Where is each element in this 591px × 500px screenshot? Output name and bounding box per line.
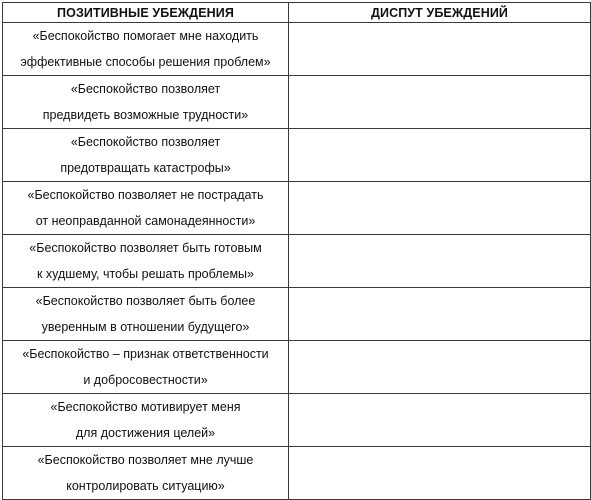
table-row xyxy=(3,235,591,288)
belief-cell xyxy=(3,129,289,182)
table-row xyxy=(3,129,591,182)
belief-text-line: «Беспокойство позволяет быть готовым xyxy=(29,241,262,255)
belief-text-line: «Беспокойство позволяет мне лучше xyxy=(37,453,254,467)
table-row xyxy=(3,76,591,129)
belief-cell xyxy=(3,76,289,129)
belief-text-line: и добросовестности» xyxy=(83,373,208,387)
table-row xyxy=(3,182,591,235)
belief-text-line: «Беспокойство помогает мне находить xyxy=(32,29,259,43)
belief-text-line: «Беспокойство – признак ответственности xyxy=(22,347,269,361)
belief-text-line: «Беспокойство позволяет xyxy=(70,82,221,96)
table-row xyxy=(3,394,591,447)
belief-cell xyxy=(3,394,289,447)
belief-text-line: «Беспокойство мотивирует меня xyxy=(50,400,241,414)
header-row xyxy=(3,3,591,23)
header-positive-beliefs: ПОЗИТИВНЫЕ УБЕЖДЕНИЯ xyxy=(3,3,289,23)
belief-cell xyxy=(3,288,289,341)
belief-cell xyxy=(3,235,289,288)
table-row xyxy=(3,23,591,76)
dispute-cell[interactable] xyxy=(289,394,591,447)
belief-text-line: контролировать ситуацию» xyxy=(66,479,225,493)
belief-cell xyxy=(3,23,289,76)
belief-text-line: уверенным в отношении будущего» xyxy=(41,320,250,334)
belief-text-line: к худшему, чтобы решать проблемы» xyxy=(36,267,254,281)
belief-cell xyxy=(3,341,289,394)
dispute-cell[interactable] xyxy=(289,182,591,235)
dispute-cell[interactable] xyxy=(289,288,591,341)
belief-text-line: от неоправданной самонадеянности» xyxy=(35,214,256,228)
belief-text-line: «Беспокойство позволяет не пострадать xyxy=(27,188,264,202)
belief-text-line: «Беспокойство позволяет xyxy=(70,135,221,149)
table-row xyxy=(3,447,591,500)
dispute-cell[interactable] xyxy=(289,23,591,76)
dispute-cell[interactable] xyxy=(289,129,591,182)
beliefs-table xyxy=(2,2,591,500)
table-row xyxy=(3,288,591,341)
belief-text-line: «Беспокойство позволяет быть более xyxy=(35,294,256,308)
dispute-cell[interactable] xyxy=(289,341,591,394)
dispute-cell[interactable] xyxy=(289,447,591,500)
belief-cell xyxy=(3,447,289,500)
belief-text-line: для достижения целей» xyxy=(75,426,216,440)
dispute-cell[interactable] xyxy=(289,235,591,288)
belief-text-line: предотвращать катастрофы» xyxy=(60,161,231,175)
header-dispute-beliefs: ДИСПУТ УБЕЖДЕНИЙ xyxy=(289,3,591,23)
belief-text-line: эффективные способы решения проблем» xyxy=(20,55,271,69)
belief-text-line: предвидеть возможные трудности» xyxy=(42,108,249,122)
dispute-cell[interactable] xyxy=(289,76,591,129)
belief-cell xyxy=(3,182,289,235)
table-row xyxy=(3,341,591,394)
